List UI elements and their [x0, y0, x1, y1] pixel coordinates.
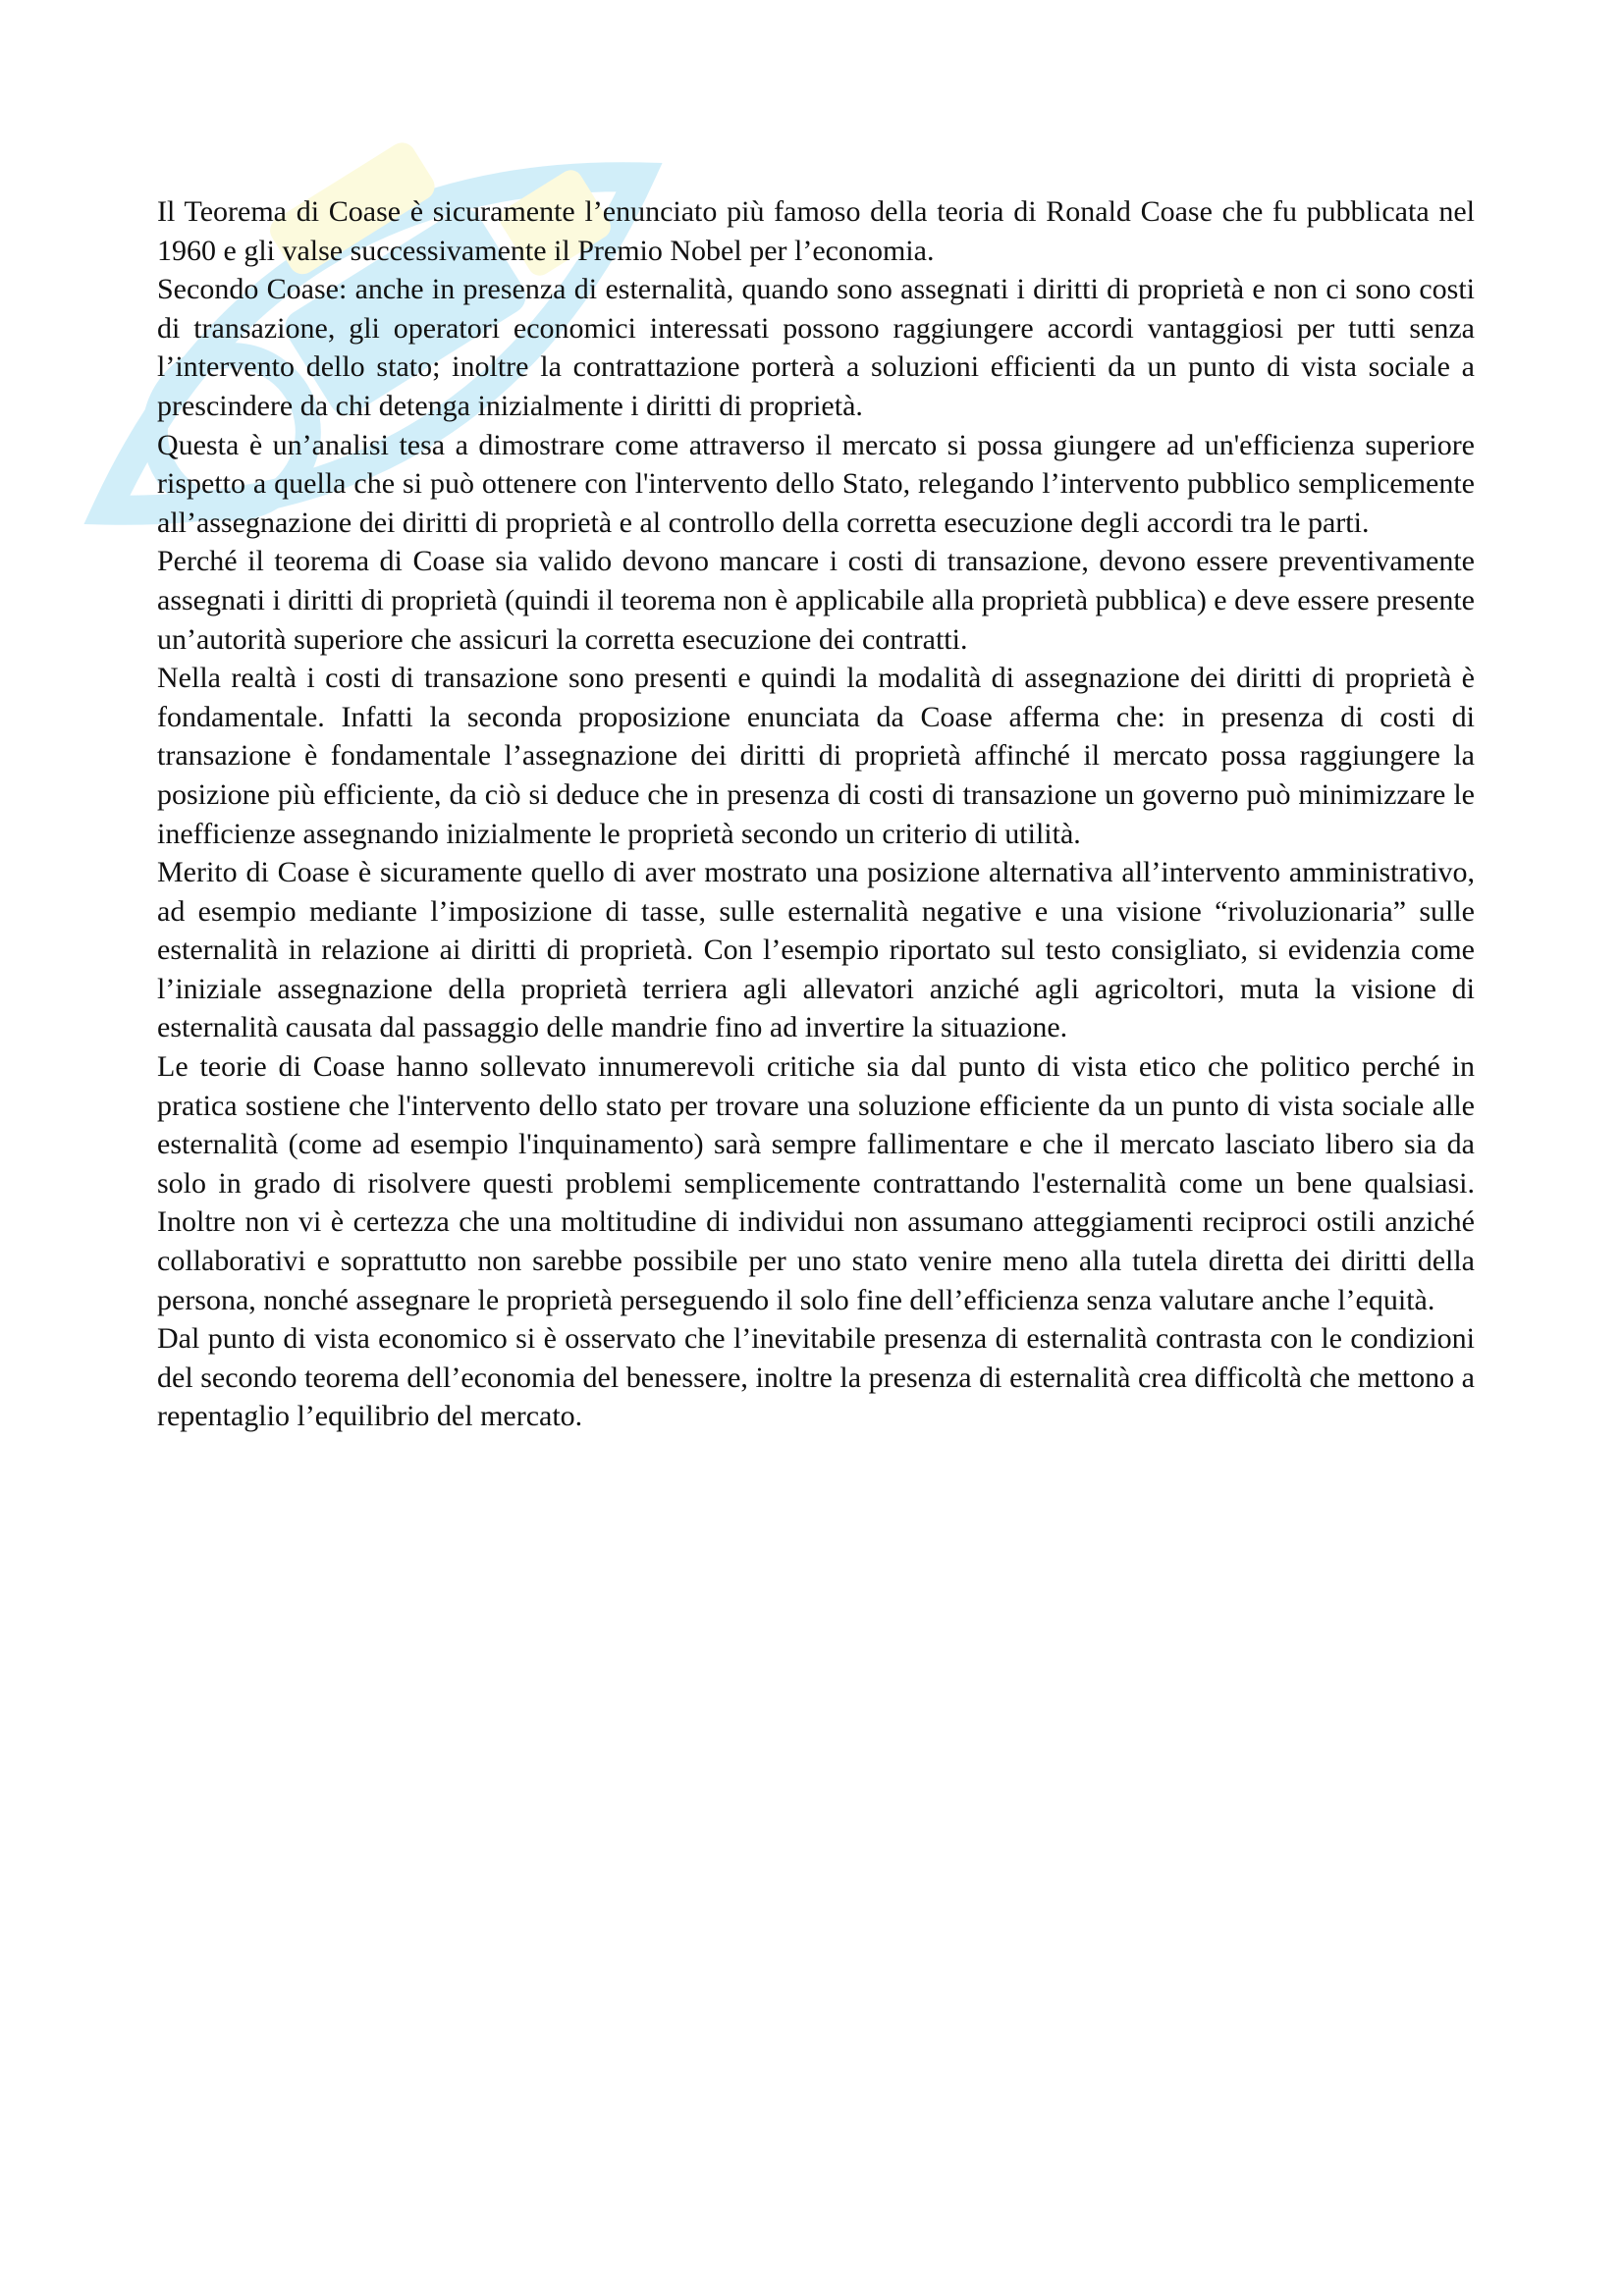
- paragraph-2: Secondo Coase: anche in presenza di esternalità, quando sono assegnati i diritti di proprietà e non ci sono costi di transazione, gli operatori economici interessati possono raggiungere accordi vantaggiosi per tutti senza l’intervento dello stato; inoltre la contrattazione porterà a soluzioni efficienti da un punto di vista sociale a prescindere da chi detenga inizialmente i diritti di proprietà.: [157, 273, 1475, 422]
- paragraph-7: Le teorie di Coase hanno sollevato innumerevoli critiche sia dal punto di vista etico che politico perché in pratica sostiene che l'intervento dello stato per trovare una soluzione efficiente da un punto di vista sociale alle esternalità (come ad esempio l'inquinamento) sarà sempre fallimentare e che il mercato lasciato libero sia da solo in grado di risolvere questi problemi semplicemente contrattando l'esternalità come un bene qualsiasi. Inoltre non vi è certezza che una moltitudine di individui non assumano atteggiamenti reciproci ostili anziché collaborativi e soprattutto non sarebbe possibile per uno stato venire meno alla tutela diretta dei diritti della persona, nonché assegnare le proprietà perseguendo il solo fine dell’efficienza senza valutare anche l’equità.: [157, 1050, 1475, 1316]
- paragraph-3: Questa è un’analisi tesa a dimostrare come attraverso il mercato si possa giungere ad un'efficienza superiore rispetto a quella che si può ottenere con l'intervento dello Stato, relegando l’intervento pubblico semplicemente all’assegnazione dei diritti di proprietà e al controllo della corretta esecuzione degli accordi tra le parti.: [157, 428, 1475, 539]
- paragraph-6: Merito di Coase è sicuramente quello di aver mostrato una posizione alternativa all’intervento amministrativo, ad esempio mediante l’imposizione di tasse, sulle esternalità negative e una visione “rivoluzionaria” sulle esternalità in relazione ai diritti di proprietà. Con l’esempio riportato sul testo consigliato, si evidenzia come l’iniziale assegnazione della proprietà terriera agli allevatori anziché agli agricoltori, muta la visione di esternalità causata dal passaggio delle mandrie fino ad invertire la situazione.: [157, 856, 1475, 1044]
- paragraph-1: Il Teorema di Coase è sicuramente l’enunciato più famoso della teoria di Ronald Coase che fu pubblicata nel 1960 e gli valse successivamente il Premio Nobel per l’economia.: [157, 195, 1475, 267]
- paragraph-8: Dal punto di vista economico si è osservato che l’inevitabile presenza di esternalità contrasta con le condizioni del secondo teorema dell’economia del benessere, inoltre la presenza di esternalità crea difficoltà che mettono a repentaglio l’equilibrio del mercato.: [157, 1322, 1475, 1433]
- paragraph-4: Perché il teorema di Coase sia valido devono mancare i costi di transazione, devono essere preventivamente assegnati i diritti di proprietà (quindi il teorema non è applicabile alla proprietà pubblica) e deve essere presente un’autorità superiore che assicuri la corretta esecuzione dei contratti.: [157, 545, 1475, 656]
- document-body: [157, 192, 1475, 1436]
- paragraph-5: Nella realtà i costi di transazione sono presenti e quindi la modalità di assegnazione dei diritti di proprietà è fondamentale. Infatti la seconda proposizione enunciata da Coase afferma che: in presenza di costi di transazione è fondamentale l’assegnazione dei diritti di proprietà affinché il mercato possa raggiungere la posizione più efficiente, da ciò si deduce che in presenza di costi di transazione un governo può minimizzare le inefficienze assegnando inizialmente le proprietà secondo un criterio di utilità.: [157, 662, 1475, 850]
